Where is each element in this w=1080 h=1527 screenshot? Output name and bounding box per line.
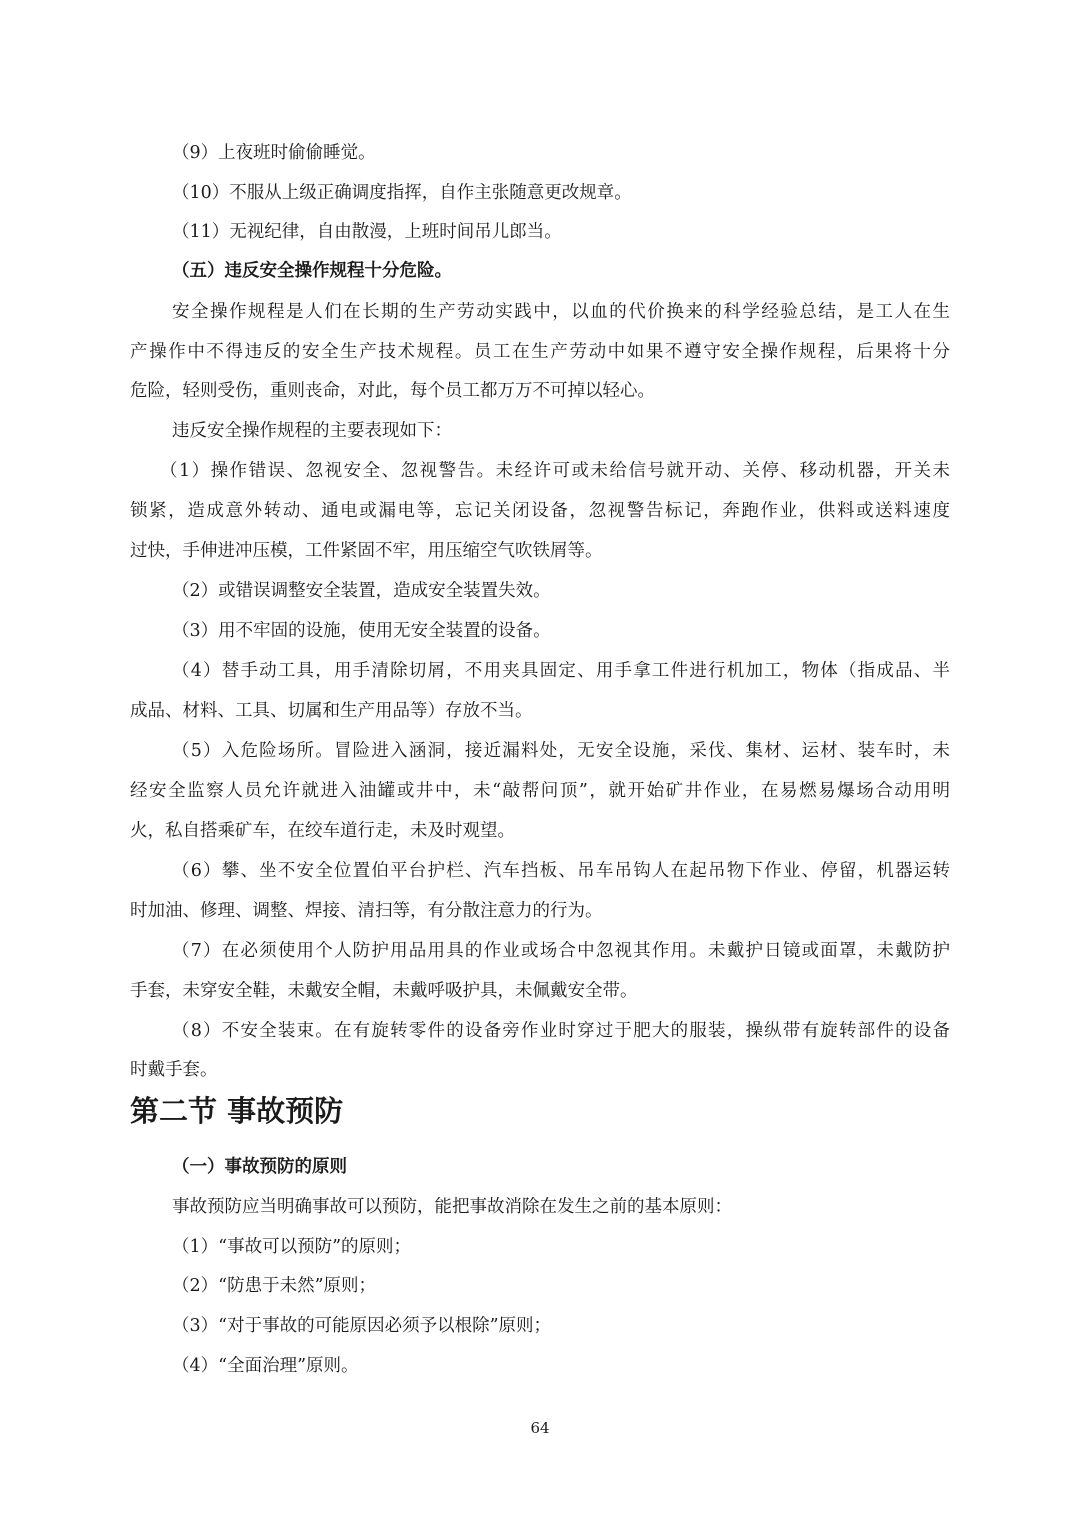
text-line: （6）攀、坐不安全位置伯平台护栏、汽车挡板、吊车吊钩人在起吊物下作业、停留，机器运转	[172, 861, 950, 881]
text-line: （2）或错误调整安全装置，造成安全装置失效。	[172, 581, 551, 601]
text-line: （10）不服从上级正确调度指挥，自作主张随意更改规章。	[172, 183, 632, 203]
text-line: 手套，未穿安全鞋，未戴安全帽，未戴呼吸护具，未佩戴安全带。	[130, 981, 638, 1001]
text-line: （11）无视纪律，自由散漫，上班时间吊儿郎当。	[172, 222, 562, 242]
list-item: （4）“全面治理”原则。	[172, 1356, 359, 1376]
text-line: 火，私自搭乘矿车，在绞车道行走，未及时观望。	[130, 821, 515, 841]
text-line: 时戴手套。	[130, 1060, 218, 1080]
text-line: 事故预防应当明确事故可以预防，能把事故消除在发生之前的基本原则：	[172, 1197, 732, 1217]
text-line: 经安全监察人员允许就进入油罐或井中，未“敲帮问顶”，就开始矿井作业，在易燃易爆场合动用明	[130, 781, 950, 801]
list-item: （2）“防患于未然”原则；	[172, 1276, 377, 1296]
subsection-title: （五）违反安全操作规程十分危险。	[172, 261, 452, 281]
text-line: （1）操作错误、忽视安全、忽视警告。未经许可或未给信号就开动、关停、移动机器，开关未	[160, 461, 950, 481]
list-item: （3）“对于事故的可能原因必须予以根除”原则；	[172, 1316, 552, 1336]
text-line: （3）用不牢固的设施，使用无安全装置的设备。	[172, 621, 551, 641]
text-line: 产操作中不得违反的安全生产技术规程。员工在生产劳动中如果不遵守安全操作规程，后果将十分	[130, 342, 950, 362]
text-line: （9）上夜班时偷偷睡觉。	[172, 143, 376, 163]
section-heading: 第二节 事故预防	[130, 1094, 344, 1128]
text-line: （4）替手动工具，用手清除切屑，不用夹具固定、用手拿工件进行机加工，物体（指成品、半	[172, 661, 950, 681]
text-line: 过快，手伸进冲压模，工件紧固不牢，用压缩空气吹铁屑等。	[130, 541, 603, 561]
text-line: （5）入危险场所。冒险进入涵洞，接近漏料处，无安全设施，采伐、集材、运材、装车时，未	[172, 741, 950, 761]
text-line: 锁紧，造成意外转动、通电或漏电等，忘记关闭设备，忽视警告标记，奔跑作业，供料或送料速度	[130, 501, 950, 521]
text-line: 成品、材料、工具、切属和生产用品等）存放不当。	[130, 701, 533, 721]
text-line: （7）在必须使用个人防护用品用具的作业或场合中忽视其作用。未戴护日镜或面罩，未戴防护	[172, 941, 950, 961]
page-number: 64	[530, 1419, 550, 1437]
text-line: 安全操作规程是人们在长期的生产劳动实践中，以血的代价换来的科学经验总结，是工人在生	[172, 302, 950, 322]
list-item: （1）“事故可以预防”的原则；	[172, 1237, 412, 1257]
text-line: 违反安全操作规程的主要表现如下：	[172, 421, 452, 441]
text-line: 危险，轻则受伤，重则丧命，对此，每个员工都万万不可掉以轻心。	[130, 381, 655, 401]
subsection-title: （一）事故预防的原则	[172, 1157, 347, 1177]
text-line: 时加油、修理、调整、焊接、清扫等，有分散注意力的行为。	[130, 901, 603, 921]
text-line: （8）不安全装束。在有旋转零件的设备旁作业时穿过于肥大的服装，操纵带有旋转部件的设备	[172, 1021, 950, 1041]
